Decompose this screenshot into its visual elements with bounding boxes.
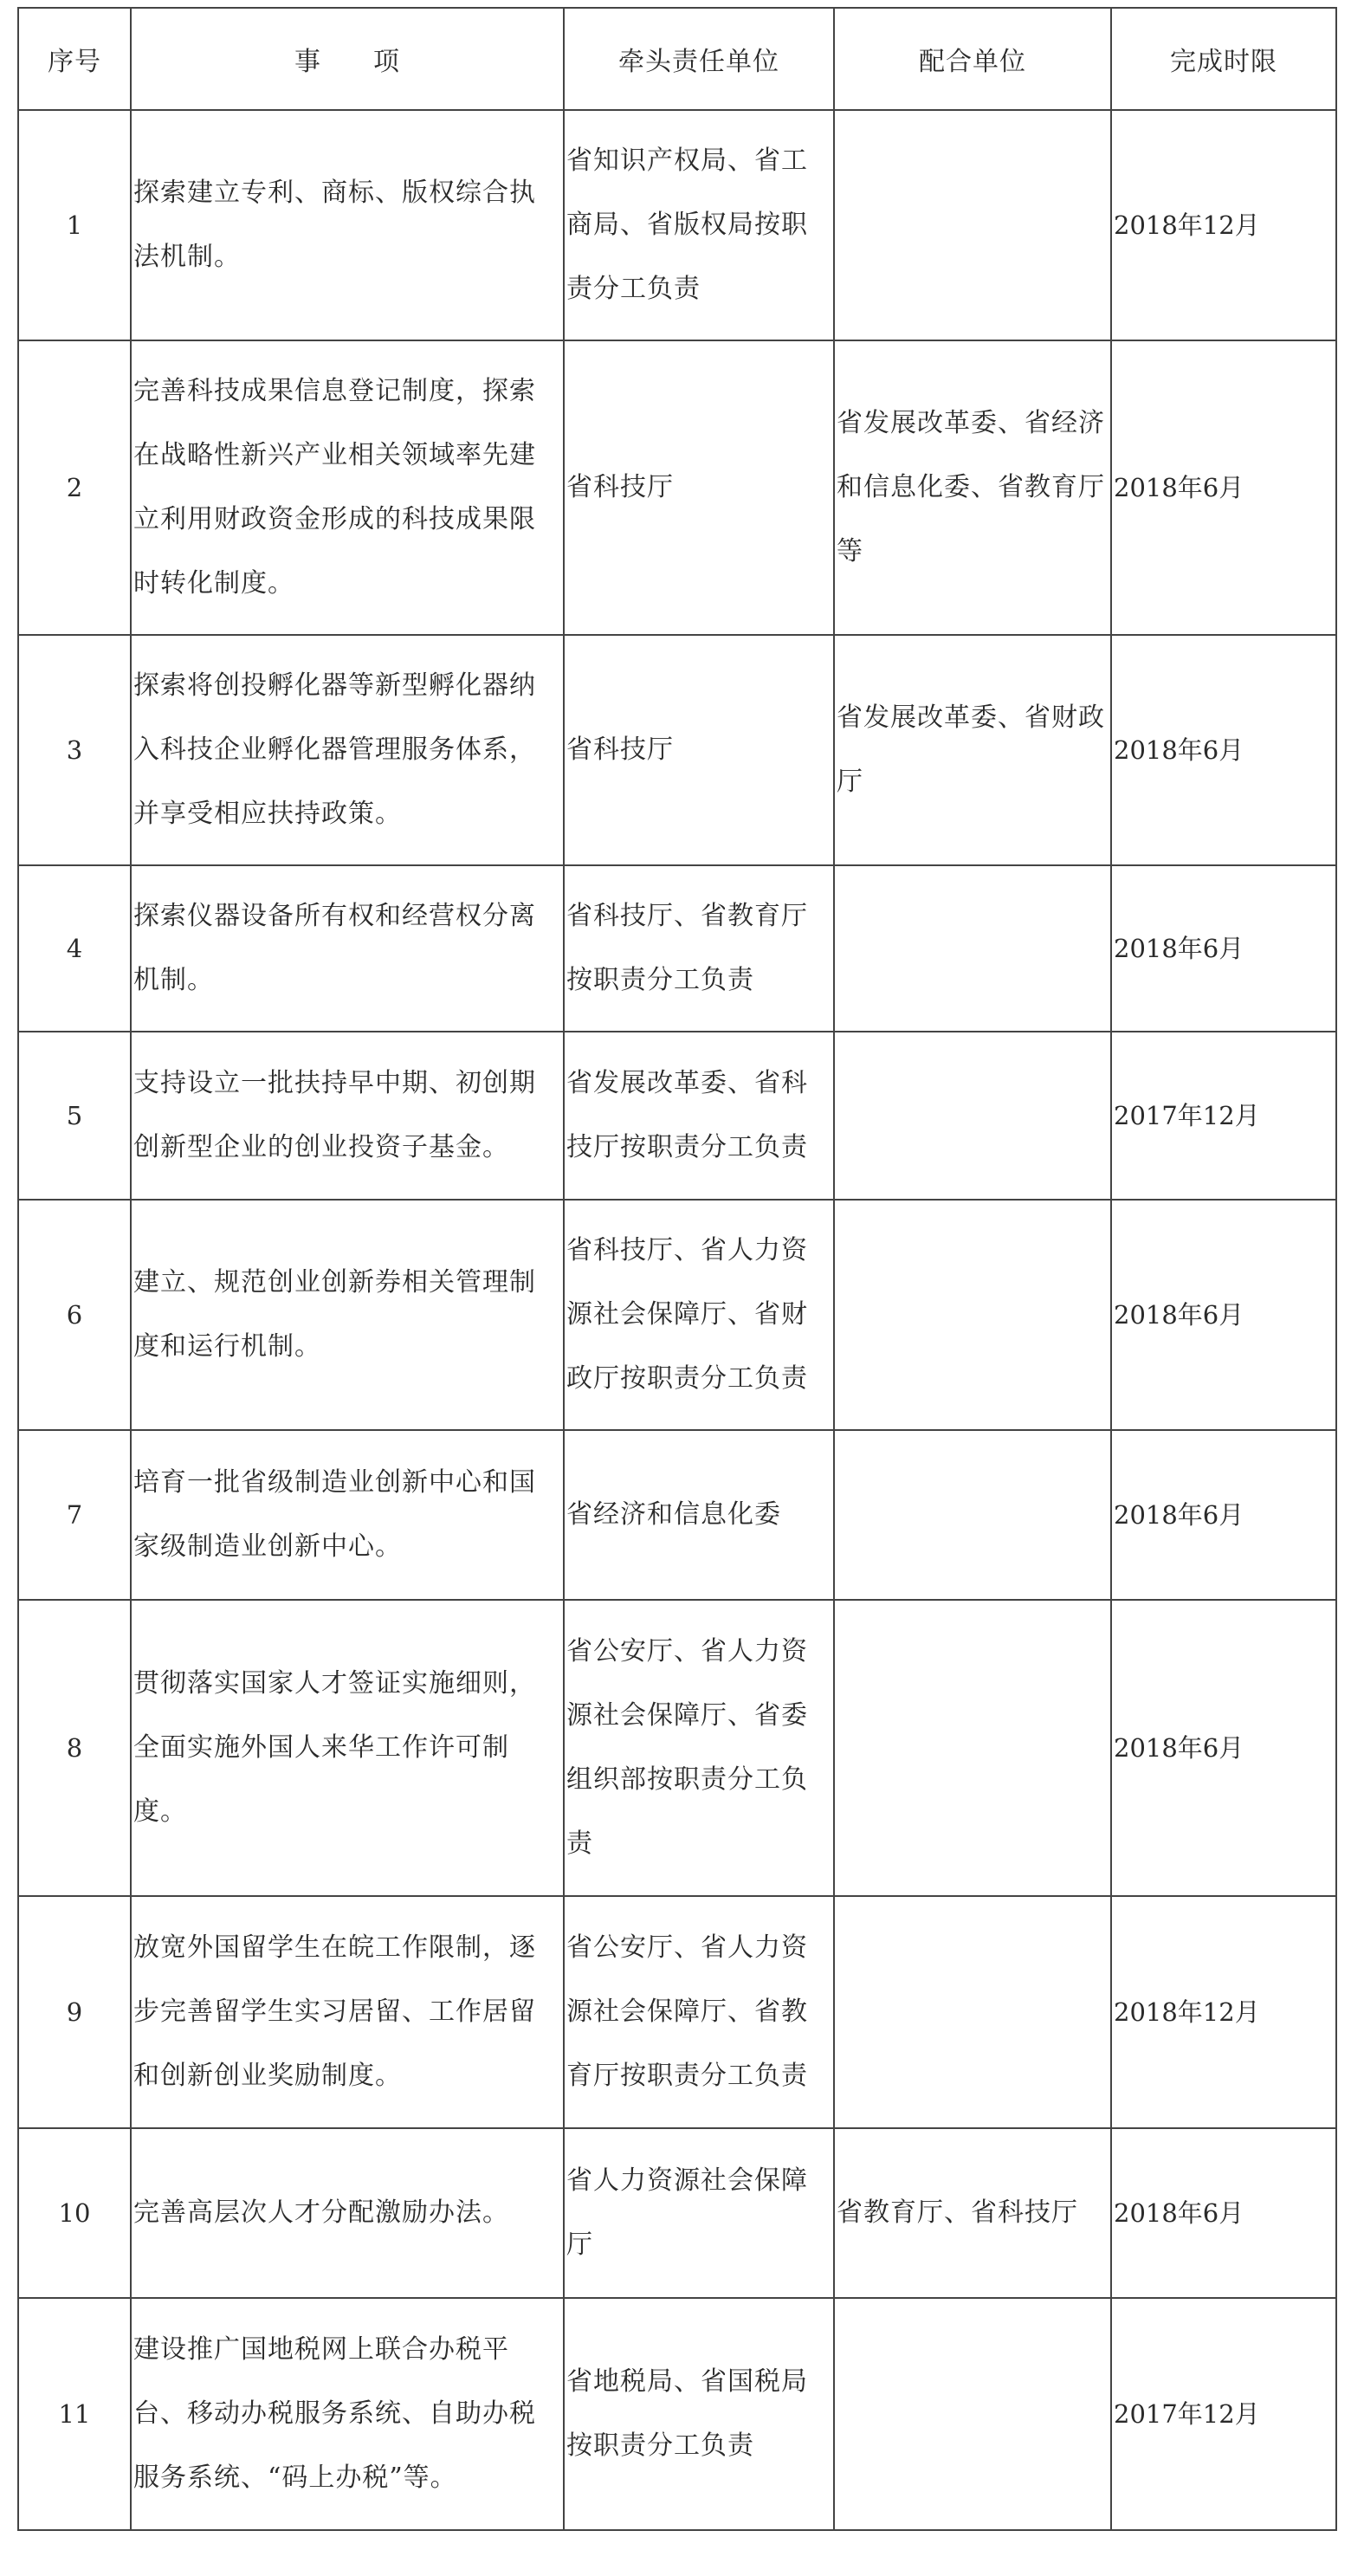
row-item-text: 放宽外国留学生在皖工作限制，逐步完善留学生实习居留、工作居留和创新创业奖励制度。 <box>133 1932 536 2091</box>
table-row <box>18 1200 1336 1430</box>
header-item-part-b: 项 <box>373 47 400 77</box>
row-deadline: 2018年6月 <box>1111 865 1336 1032</box>
row-deadline: 2018年6月 <box>1111 1200 1336 1430</box>
row-no: 7 <box>18 1430 131 1600</box>
row-deadline: 2018年6月 <box>1111 635 1336 865</box>
row-lead-text: 省人力资源社会保障厅 <box>566 2165 808 2260</box>
table-row <box>18 340 1336 635</box>
table-row <box>18 1896 1336 2128</box>
row-item <box>131 1430 564 1600</box>
row-lead-text: 省公安厅、省人力资源社会保障厅、省委组织部按职责分工负责 <box>566 1636 808 1859</box>
row-item-text: 支持设立一批扶持早中期、初创期创新型企业的创业投资子基金。 <box>133 1068 536 1162</box>
row-no: 9 <box>18 1896 131 2128</box>
row-item <box>131 2298 564 2530</box>
row-coop <box>834 2298 1111 2530</box>
table-row <box>18 865 1336 1032</box>
row-lead-text: 省公安厅、省人力资源社会保障厅、省教育厅按职责分工负责 <box>566 1932 808 2091</box>
table-row <box>18 635 1336 865</box>
row-deadline: 2018年6月 <box>1111 1430 1336 1600</box>
row-coop <box>834 1430 1111 1600</box>
row-no: 3 <box>18 635 131 865</box>
row-coop <box>834 1600 1111 1896</box>
row-coop-text: 省教育厅、省科技厅 <box>837 2197 1078 2228</box>
row-lead <box>564 635 834 865</box>
row-lead <box>564 1600 834 1896</box>
row-lead <box>564 865 834 1032</box>
header-item <box>131 8 564 110</box>
row-item <box>131 635 564 865</box>
row-item-text: 贯彻落实国家人才签证实施细则，全面实施外国人来华工作许可制度。 <box>133 1668 536 1827</box>
row-item-text: 探索建立专利、商标、版权综合执法机制。 <box>133 178 536 272</box>
row-coop <box>834 2128 1111 2298</box>
row-lead <box>564 1430 834 1600</box>
table-row <box>18 110 1336 340</box>
row-item-text: 培育一批省级制造业创新中心和国家级制造业创新中心。 <box>133 1467 536 1562</box>
header-item-part-a: 事 <box>294 47 321 77</box>
header-lead: 牵头责任单位 <box>564 8 834 110</box>
row-coop <box>834 865 1111 1032</box>
row-lead <box>564 1200 834 1430</box>
row-item <box>131 1032 564 1200</box>
row-coop <box>834 1200 1111 1430</box>
row-item <box>131 2128 564 2298</box>
row-item-text: 建设推广国地税网上联合办税平台、移动办税服务系统、自助办税服务系统、“码上办税”等。 <box>133 2334 536 2493</box>
table-row <box>18 2298 1336 2530</box>
table-row <box>18 1600 1336 1896</box>
row-lead-text: 省科技厅、省教育厅按职责分工负责 <box>566 901 808 995</box>
table-row <box>18 1430 1336 1600</box>
row-coop <box>834 635 1111 865</box>
row-deadline: 2018年12月 <box>1111 110 1336 340</box>
row-deadline: 2017年12月 <box>1111 1032 1336 1200</box>
table-header-row <box>18 8 1336 110</box>
row-deadline: 2018年6月 <box>1111 1600 1336 1896</box>
row-lead-text: 省发展改革委、省科技厅按职责分工负责 <box>566 1068 808 1162</box>
row-deadline: 2018年12月 <box>1111 1896 1336 2128</box>
row-item-text: 建立、规范创业创新券相关管理制度和运行机制。 <box>133 1267 536 1362</box>
row-coop <box>834 1032 1111 1200</box>
row-item-text: 完善高层次人才分配激励办法。 <box>133 2197 509 2228</box>
row-item <box>131 340 564 635</box>
row-no: 4 <box>18 865 131 1032</box>
header-no: 序号 <box>18 8 131 110</box>
row-item-text: 探索仪器设备所有权和经营权分离机制。 <box>133 901 536 995</box>
row-coop <box>834 1896 1111 2128</box>
row-lead <box>564 2298 834 2530</box>
row-coop <box>834 110 1111 340</box>
row-item <box>131 110 564 340</box>
row-no: 2 <box>18 340 131 635</box>
table-row <box>18 1032 1336 1200</box>
row-no: 1 <box>18 110 131 340</box>
row-lead-text: 省知识产权局、省工商局、省版权局按职责分工负责 <box>566 146 808 304</box>
row-lead-text: 省科技厅、省人力资源社会保障厅、省财政厅按职责分工负责 <box>566 1235 808 1394</box>
row-lead-text: 省科技厅 <box>566 735 674 765</box>
row-lead <box>564 1032 834 1200</box>
row-item <box>131 865 564 1032</box>
header-deadline: 完成时限 <box>1111 8 1336 110</box>
header-coop: 配合单位 <box>834 8 1111 110</box>
row-deadline: 2018年6月 <box>1111 2128 1336 2298</box>
row-lead <box>564 2128 834 2298</box>
row-item <box>131 1200 564 1430</box>
row-coop-text: 省发展改革委、省财政厅 <box>837 702 1105 797</box>
task-table <box>17 7 1337 2531</box>
row-lead <box>564 110 834 340</box>
row-no: 6 <box>18 1200 131 1430</box>
row-item-text: 探索将创投孵化器等新型孵化器纳入科技企业孵化器管理服务体系，并享受相应扶持政策。 <box>133 670 536 829</box>
row-lead-text: 省经济和信息化委 <box>566 1499 781 1530</box>
row-lead-text: 省科技厅 <box>566 472 674 502</box>
row-deadline: 2017年12月 <box>1111 2298 1336 2530</box>
row-deadline: 2018年6月 <box>1111 340 1336 635</box>
row-no: 5 <box>18 1032 131 1200</box>
row-no: 10 <box>18 2128 131 2298</box>
row-no: 8 <box>18 1600 131 1896</box>
row-lead <box>564 340 834 635</box>
table-row <box>18 2128 1336 2298</box>
row-lead-text: 省地税局、省国税局按职责分工负责 <box>566 2366 808 2461</box>
row-no: 11 <box>18 2298 131 2530</box>
row-lead <box>564 1896 834 2128</box>
row-item <box>131 1896 564 2128</box>
row-item <box>131 1600 564 1896</box>
row-coop-text: 省发展改革委、省经济和信息化委、省教育厅等 <box>837 408 1105 566</box>
row-coop <box>834 340 1111 635</box>
row-item-text: 完善科技成果信息登记制度，探索在战略性新兴产业相关领域率先建立利用财政资金形成的科技成果限时转化制度。 <box>133 376 536 599</box>
